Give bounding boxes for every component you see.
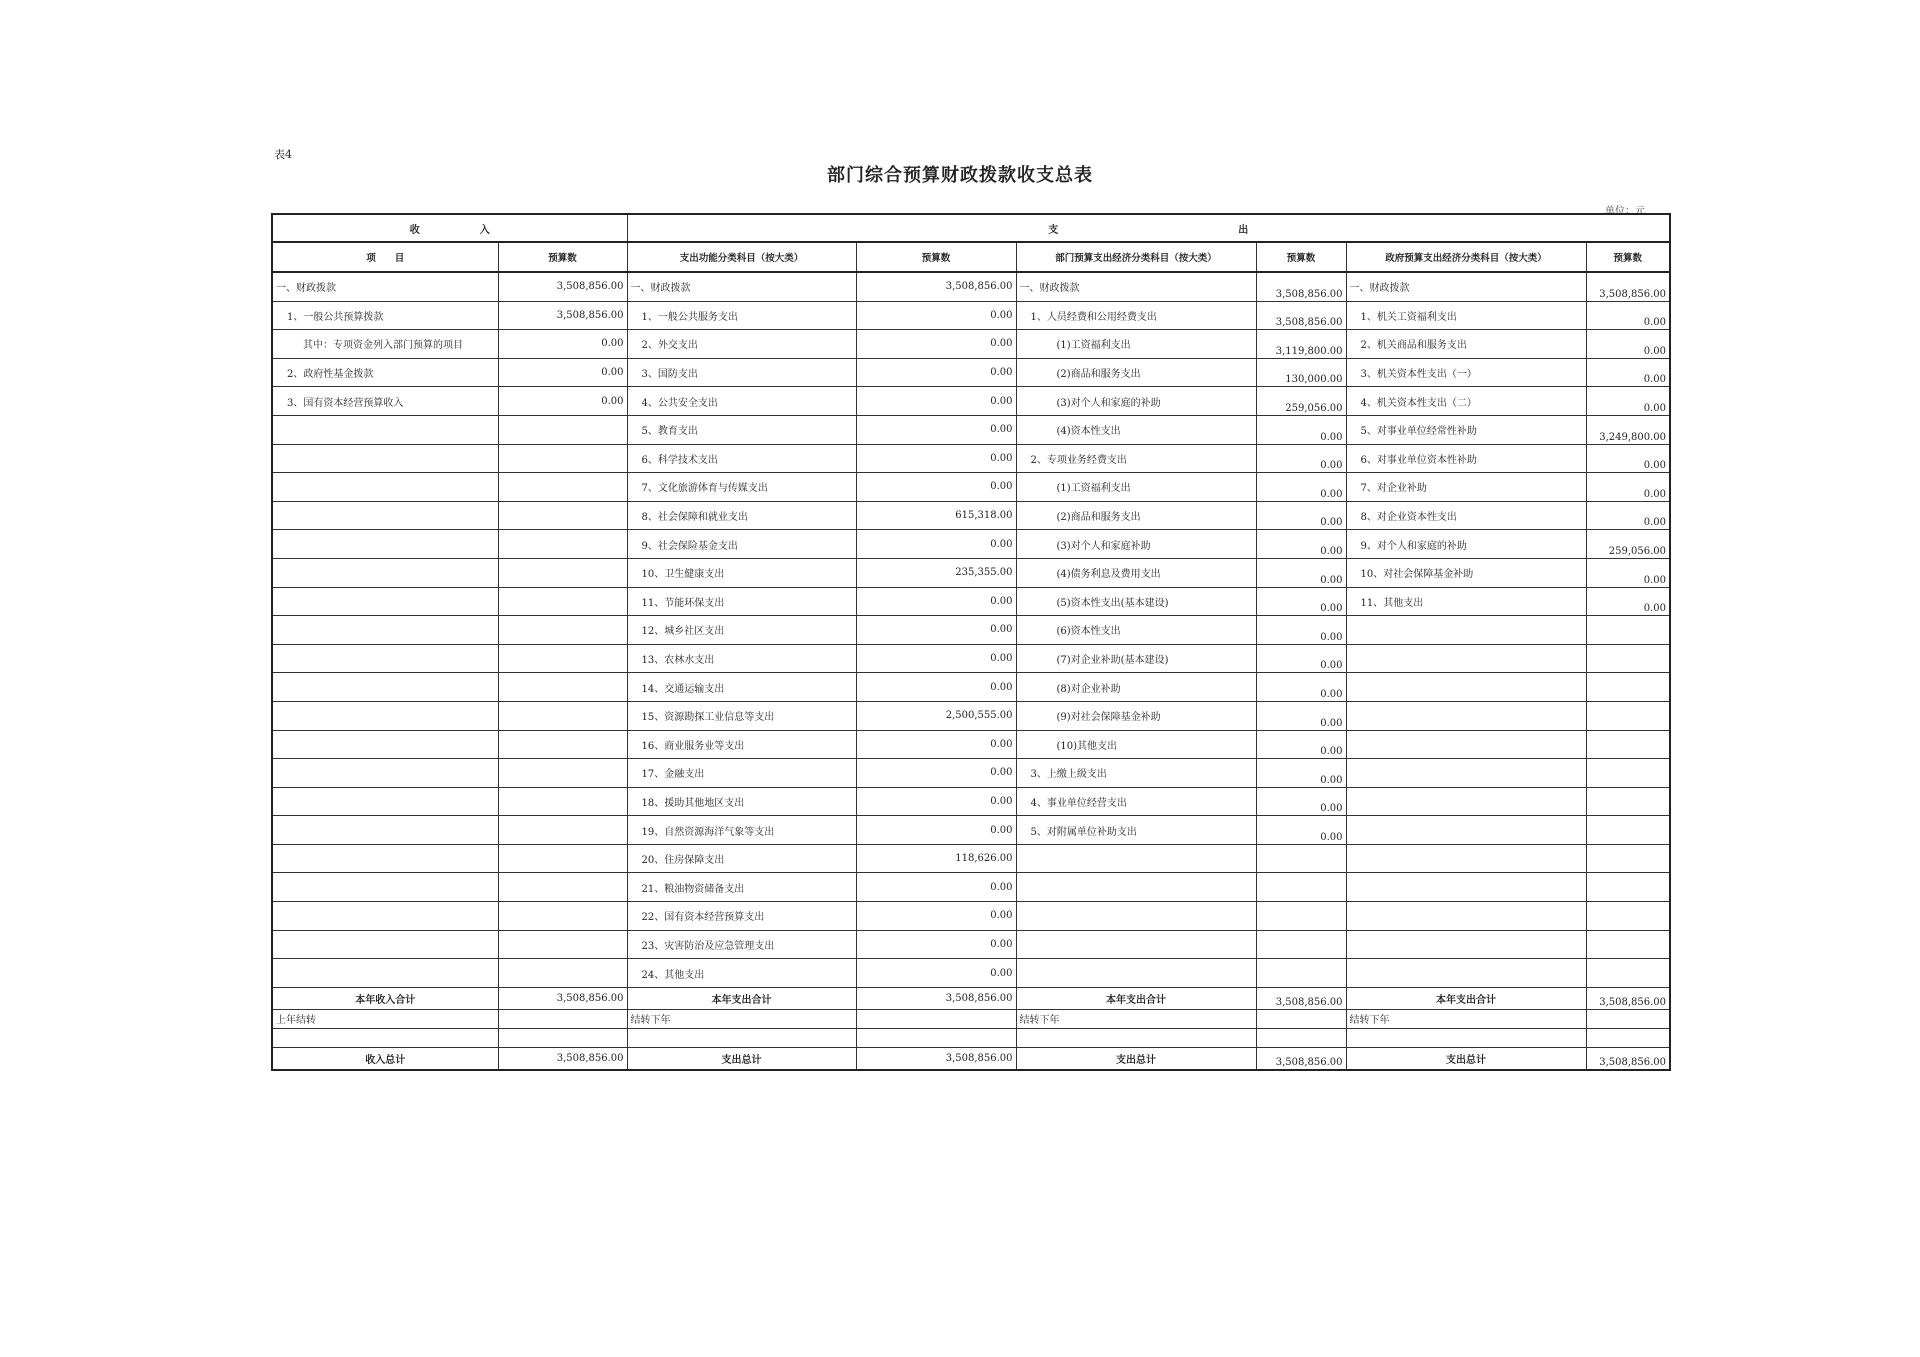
gov-econ-budget-value <box>1586 959 1670 988</box>
table-row <box>272 301 1670 330</box>
income-budget-value <box>498 844 627 873</box>
gov-econ-budget-value <box>1586 644 1670 673</box>
dept-econ-item: 3、上缴上级支出 <box>1016 759 1256 788</box>
expense-grand-total-label: 支出总计 <box>1016 1047 1256 1070</box>
func-class-budget-value: 0.00 <box>856 873 1016 902</box>
table-row <box>272 415 1670 444</box>
blank-cell <box>627 1028 856 1047</box>
expense-section-header: 支 出 <box>627 214 1670 242</box>
col-header-budget: 预算数 <box>856 242 1016 272</box>
gov-econ-item: 10、对社会保障基金补助 <box>1346 558 1586 587</box>
dept-econ-budget-value: 0.00 <box>1256 444 1346 473</box>
func-class-item: 8、社会保障和就业支出 <box>627 501 856 530</box>
dept-econ-item: (2)商品和服务支出 <box>1016 358 1256 387</box>
income-item <box>272 930 498 959</box>
func-class-item: 2、外交支出 <box>627 330 856 359</box>
income-budget-value: 0.00 <box>498 387 627 416</box>
table-row <box>272 873 1670 902</box>
gov-econ-item: 4、机关资本性支出（二） <box>1346 387 1586 416</box>
gov-econ-budget-value <box>1586 730 1670 759</box>
table-row-year-totals <box>272 987 1670 1009</box>
income-item <box>272 673 498 702</box>
gov-econ-budget-value <box>1586 701 1670 730</box>
func-class-budget-value: 0.00 <box>856 530 1016 559</box>
func-class-item: 24、其他支出 <box>627 959 856 988</box>
income-budget-value <box>498 415 627 444</box>
dept-econ-budget-value <box>1256 930 1346 959</box>
func-class-item: 12、城乡社区支出 <box>627 616 856 645</box>
income-budget-value <box>498 501 627 530</box>
col-header-dept-econ-class: 部门预算支出经济分类科目（按大类） <box>1016 242 1256 272</box>
func-class-budget-value: 0.00 <box>856 730 1016 759</box>
gov-econ-budget-value: 3,508,856.00 <box>1586 272 1670 301</box>
func-class-item: 23、灾害防治及应急管理支出 <box>627 930 856 959</box>
year-expense-gov-total-value: 3,508,856.00 <box>1586 987 1670 1009</box>
table-row <box>272 759 1670 788</box>
func-class-item: 5、教育支出 <box>627 415 856 444</box>
dept-econ-item: 4、事业单位经营支出 <box>1016 787 1256 816</box>
table-row <box>272 644 1670 673</box>
year-expense-total-label: 本年支出合计 <box>1016 987 1256 1009</box>
dept-econ-budget-value: 0.00 <box>1256 730 1346 759</box>
dept-econ-item: 2、专项业务经费支出 <box>1016 444 1256 473</box>
dept-econ-budget-value: 0.00 <box>1256 673 1346 702</box>
year-income-total-value: 3,508,856.00 <box>498 987 627 1009</box>
gov-econ-budget-value <box>1586 673 1670 702</box>
func-class-item: 20、住房保障支出 <box>627 844 856 873</box>
dept-econ-item: 一、财政拨款 <box>1016 272 1256 301</box>
income-budget-value <box>498 759 627 788</box>
dept-econ-item: 1、人员经费和公用经费支出 <box>1016 301 1256 330</box>
gov-econ-item: 1、机关工资福利支出 <box>1346 301 1586 330</box>
table-row <box>272 387 1670 416</box>
blank-cell <box>1256 1028 1346 1047</box>
table-row <box>272 787 1670 816</box>
dept-econ-budget-value: 0.00 <box>1256 473 1346 502</box>
table-row <box>272 587 1670 616</box>
col-header-gov-econ-class: 政府预算支出经济分类科目（按大类） <box>1346 242 1586 272</box>
dept-econ-item: (9)对社会保障基金补助 <box>1016 701 1256 730</box>
income-item <box>272 902 498 931</box>
func-class-item: 13、农林水支出 <box>627 644 856 673</box>
income-item <box>272 415 498 444</box>
carry-next-year-label: 结转下年 <box>1016 1009 1256 1028</box>
table-row <box>272 444 1670 473</box>
func-class-budget-value: 0.00 <box>856 759 1016 788</box>
func-class-item: 16、商业服务业等支出 <box>627 730 856 759</box>
table-row <box>272 930 1670 959</box>
unit-label: 单位：元 <box>1605 206 1645 217</box>
func-class-budget-value: 118,626.00 <box>856 844 1016 873</box>
income-budget-value <box>498 673 627 702</box>
table-row-blank <box>272 1028 1670 1047</box>
blank-cell <box>498 1028 627 1047</box>
func-class-budget-value: 0.00 <box>856 387 1016 416</box>
gov-econ-item <box>1346 673 1586 702</box>
gov-econ-budget-value <box>1586 930 1670 959</box>
gov-econ-budget-value: 0.00 <box>1586 558 1670 587</box>
col-header-budget: 预算数 <box>1256 242 1346 272</box>
gov-econ-item <box>1346 701 1586 730</box>
carry-next-year-value <box>1256 1009 1346 1028</box>
income-budget-value <box>498 444 627 473</box>
table-row <box>272 902 1670 931</box>
income-item: 1、一般公共预算拨款 <box>272 301 498 330</box>
func-class-item: 10、卫生健康支出 <box>627 558 856 587</box>
gov-econ-budget-value: 0.00 <box>1586 444 1670 473</box>
func-class-item: 11、节能环保支出 <box>627 587 856 616</box>
dept-econ-budget-value: 259,056.00 <box>1256 387 1346 416</box>
col-header-func-class: 支出功能分类科目（按大类） <box>627 242 856 272</box>
table-row <box>272 272 1670 301</box>
year-expense-dept-total-value: 3,508,856.00 <box>1256 987 1346 1009</box>
func-class-item: 22、国有资本经营预算支出 <box>627 902 856 931</box>
income-budget-value <box>498 873 627 902</box>
table-row <box>272 959 1670 988</box>
year-expense-func-total-value: 3,508,856.00 <box>856 987 1016 1009</box>
func-class-budget-value: 0.00 <box>856 473 1016 502</box>
dept-econ-budget-value <box>1256 844 1346 873</box>
gov-econ-budget-value <box>1586 759 1670 788</box>
dept-econ-budget-value <box>1256 959 1346 988</box>
dept-econ-item: (3)对个人和家庭补助 <box>1016 530 1256 559</box>
dept-econ-budget-value: 0.00 <box>1256 530 1346 559</box>
func-class-budget-value: 0.00 <box>856 616 1016 645</box>
gov-econ-item <box>1346 816 1586 845</box>
dept-econ-item: (4)债务利息及费用支出 <box>1016 558 1256 587</box>
income-item <box>272 844 498 873</box>
income-budget-value <box>498 701 627 730</box>
income-item <box>272 587 498 616</box>
col-header-budget: 预算数 <box>498 242 627 272</box>
blank-cell <box>1346 1028 1586 1047</box>
year-expense-total-label: 本年支出合计 <box>627 987 856 1009</box>
dept-econ-item: (10)其他支出 <box>1016 730 1256 759</box>
income-item <box>272 644 498 673</box>
income-item <box>272 616 498 645</box>
income-budget-value: 0.00 <box>498 330 627 359</box>
func-class-item: 一、财政拨款 <box>627 272 856 301</box>
dept-econ-budget-value: 0.00 <box>1256 616 1346 645</box>
income-item <box>272 759 498 788</box>
year-expense-total-label: 本年支出合计 <box>1346 987 1586 1009</box>
income-item: 2、政府性基金拨款 <box>272 358 498 387</box>
gov-econ-budget-value: 259,056.00 <box>1586 530 1670 559</box>
income-budget-value: 3,508,856.00 <box>498 301 627 330</box>
gov-econ-item <box>1346 616 1586 645</box>
func-class-budget-value: 0.00 <box>856 415 1016 444</box>
income-budget-value <box>498 644 627 673</box>
table-code: 表4 <box>274 148 292 161</box>
func-class-budget-value: 0.00 <box>856 816 1016 845</box>
gov-econ-budget-value: 0.00 <box>1586 301 1670 330</box>
func-class-item: 1、一般公共服务支出 <box>627 301 856 330</box>
func-class-item: 19、自然资源海洋气象等支出 <box>627 816 856 845</box>
expense-grand-total-label: 支出总计 <box>1346 1047 1586 1070</box>
expense-grand-total-label: 支出总计 <box>627 1047 856 1070</box>
dept-econ-item: (5)资本性支出(基本建设) <box>1016 587 1256 616</box>
income-item <box>272 444 498 473</box>
table-row <box>272 844 1670 873</box>
gov-econ-budget-value: 0.00 <box>1586 501 1670 530</box>
income-item <box>272 816 498 845</box>
income-budget-value <box>498 902 627 931</box>
income-item <box>272 730 498 759</box>
dept-econ-budget-value: 130,000.00 <box>1256 358 1346 387</box>
expense-gov-grand-total-value: 3,508,856.00 <box>1586 1047 1670 1070</box>
gov-econ-item <box>1346 844 1586 873</box>
func-class-budget-value: 0.00 <box>856 644 1016 673</box>
dept-econ-item <box>1016 844 1256 873</box>
income-budget-value <box>498 930 627 959</box>
dept-econ-item <box>1016 959 1256 988</box>
blank-cell <box>1586 1028 1670 1047</box>
table-footer <box>272 987 1670 1070</box>
table-body <box>272 272 1670 987</box>
dept-econ-budget-value: 3,119,800.00 <box>1256 330 1346 359</box>
gov-econ-item <box>1346 930 1586 959</box>
dept-econ-item: (2)商品和服务支出 <box>1016 501 1256 530</box>
dept-econ-item: (3)对个人和家庭的补助 <box>1016 387 1256 416</box>
income-budget-value <box>498 473 627 502</box>
dept-econ-budget-value <box>1256 873 1346 902</box>
dept-econ-budget-value: 0.00 <box>1256 701 1346 730</box>
dept-econ-budget-value: 0.00 <box>1256 415 1346 444</box>
budget-summary-table <box>271 213 1671 1071</box>
income-budget-value <box>498 530 627 559</box>
income-budget-value <box>498 787 627 816</box>
gov-econ-item <box>1346 759 1586 788</box>
gov-econ-item <box>1346 787 1586 816</box>
table-row <box>272 473 1670 502</box>
page-title: 部门综合预算财政拨款收支总表 <box>827 165 1093 186</box>
func-class-item: 7、文化旅游体育与传媒支出 <box>627 473 856 502</box>
last-year-carry-value <box>498 1009 627 1028</box>
gov-econ-item <box>1346 730 1586 759</box>
gov-econ-budget-value <box>1586 816 1670 845</box>
table-row <box>272 330 1670 359</box>
dept-econ-budget-value <box>1256 902 1346 931</box>
func-class-item: 4、公共安全支出 <box>627 387 856 416</box>
table-row <box>272 358 1670 387</box>
income-budget-value: 0.00 <box>498 358 627 387</box>
func-class-item: 18、援助其他地区支出 <box>627 787 856 816</box>
dept-econ-item <box>1016 873 1256 902</box>
dept-econ-item: 5、对附属单位补助支出 <box>1016 816 1256 845</box>
func-class-budget-value: 0.00 <box>856 444 1016 473</box>
income-item: 其中：专项资金列入部门预算的项目 <box>272 330 498 359</box>
dept-econ-budget-value: 0.00 <box>1256 587 1346 616</box>
income-item <box>272 787 498 816</box>
dept-econ-budget-value: 0.00 <box>1256 787 1346 816</box>
table-row <box>272 673 1670 702</box>
income-item <box>272 530 498 559</box>
income-item <box>272 873 498 902</box>
gov-econ-item: 9、对个人和家庭的补助 <box>1346 530 1586 559</box>
gov-econ-item: 5、对事业单位经常性补助 <box>1346 415 1586 444</box>
income-item: 一、财政拨款 <box>272 272 498 301</box>
dept-econ-item: (8)对企业补助 <box>1016 673 1256 702</box>
gov-econ-budget-value <box>1586 787 1670 816</box>
table-row <box>272 701 1670 730</box>
gov-econ-budget-value <box>1586 616 1670 645</box>
income-item <box>272 558 498 587</box>
income-item <box>272 959 498 988</box>
func-class-budget-value: 0.00 <box>856 301 1016 330</box>
blank-cell <box>1016 1028 1256 1047</box>
dept-econ-item <box>1016 930 1256 959</box>
table-row <box>272 501 1670 530</box>
income-budget-value: 3,508,856.00 <box>498 272 627 301</box>
gov-econ-budget-value: 0.00 <box>1586 330 1670 359</box>
gov-econ-budget-value: 0.00 <box>1586 587 1670 616</box>
gov-econ-item <box>1346 902 1586 931</box>
expense-dept-grand-total-value: 3,508,856.00 <box>1256 1047 1346 1070</box>
func-class-budget-value: 0.00 <box>856 673 1016 702</box>
gov-econ-item: 2、机关商品和服务支出 <box>1346 330 1586 359</box>
col-header-item: 项 目 <box>272 242 498 272</box>
gov-econ-budget-value: 3,249,800.00 <box>1586 415 1670 444</box>
func-class-item: 17、金融支出 <box>627 759 856 788</box>
income-budget-value <box>498 587 627 616</box>
carry-next-year-label: 结转下年 <box>627 1009 856 1028</box>
table-row <box>272 730 1670 759</box>
dept-econ-budget-value: 0.00 <box>1256 558 1346 587</box>
income-budget-value <box>498 959 627 988</box>
income-item <box>272 701 498 730</box>
income-grand-total-label: 收入总计 <box>272 1047 498 1070</box>
last-year-carry-label: 上年结转 <box>272 1009 498 1028</box>
func-class-item: 6、科学技术支出 <box>627 444 856 473</box>
table-row <box>272 530 1670 559</box>
gov-econ-item: 6、对事业单位资本性补助 <box>1346 444 1586 473</box>
income-grand-total-value: 3,508,856.00 <box>498 1047 627 1070</box>
dept-econ-budget-value: 3,508,856.00 <box>1256 301 1346 330</box>
gov-econ-budget-value: 0.00 <box>1586 387 1670 416</box>
func-class-item: 15、资源勘探工业信息等支出 <box>627 701 856 730</box>
dept-econ-item: (7)对企业补助(基本建设) <box>1016 644 1256 673</box>
func-class-budget-value: 3,508,856.00 <box>856 272 1016 301</box>
table-row <box>272 558 1670 587</box>
func-class-budget-value: 0.00 <box>856 787 1016 816</box>
gov-econ-budget-value <box>1586 902 1670 931</box>
dept-econ-budget-value: 0.00 <box>1256 816 1346 845</box>
gov-econ-budget-value: 0.00 <box>1586 473 1670 502</box>
func-class-budget-value: 2,500,555.00 <box>856 701 1016 730</box>
col-header-budget: 预算数 <box>1586 242 1670 272</box>
gov-econ-item: 一、财政拨款 <box>1346 272 1586 301</box>
func-class-budget-value: 0.00 <box>856 930 1016 959</box>
dept-econ-budget-value: 0.00 <box>1256 759 1346 788</box>
dept-econ-item <box>1016 902 1256 931</box>
gov-econ-item <box>1346 873 1586 902</box>
carry-next-year-value <box>856 1009 1016 1028</box>
func-class-budget-value: 0.00 <box>856 358 1016 387</box>
blank-cell <box>272 1028 498 1047</box>
func-class-item: 14、交通运输支出 <box>627 673 856 702</box>
income-budget-value <box>498 816 627 845</box>
dept-econ-item: (4)资本性支出 <box>1016 415 1256 444</box>
blank-cell <box>856 1028 1016 1047</box>
gov-econ-budget-value: 0.00 <box>1586 358 1670 387</box>
dept-econ-item: (1)工资福利支出 <box>1016 473 1256 502</box>
table-row <box>272 816 1670 845</box>
func-class-item: 3、国防支出 <box>627 358 856 387</box>
gov-econ-budget-value <box>1586 873 1670 902</box>
func-class-item: 21、粮油物资储备支出 <box>627 873 856 902</box>
income-budget-value <box>498 616 627 645</box>
gov-econ-item <box>1346 959 1586 988</box>
expense-func-grand-total-value: 3,508,856.00 <box>856 1047 1016 1070</box>
income-item <box>272 473 498 502</box>
income-budget-value <box>498 558 627 587</box>
dept-econ-budget-value: 0.00 <box>1256 501 1346 530</box>
gov-econ-item: 11、其他支出 <box>1346 587 1586 616</box>
carry-next-year-label: 结转下年 <box>1346 1009 1586 1028</box>
dept-econ-budget-value: 3,508,856.00 <box>1256 272 1346 301</box>
income-section-header: 收 入 <box>272 214 627 242</box>
dept-econ-budget-value: 0.00 <box>1256 644 1346 673</box>
gov-econ-budget-value <box>1586 844 1670 873</box>
gov-econ-item <box>1346 644 1586 673</box>
func-class-budget-value: 0.00 <box>856 902 1016 931</box>
gov-econ-item: 7、对企业补助 <box>1346 473 1586 502</box>
func-class-budget-value: 235,355.00 <box>856 558 1016 587</box>
gov-econ-item: 8、对企业资本性支出 <box>1346 501 1586 530</box>
year-income-total-label: 本年收入合计 <box>272 987 498 1009</box>
func-class-budget-value: 0.00 <box>856 959 1016 988</box>
table-row-grand-totals <box>272 1047 1670 1070</box>
table-row-carry <box>272 1009 1670 1028</box>
func-class-budget-value: 0.00 <box>856 587 1016 616</box>
income-item <box>272 501 498 530</box>
income-item: 3、国有资本经营预算收入 <box>272 387 498 416</box>
income-budget-value <box>498 730 627 759</box>
table-row <box>272 616 1670 645</box>
func-class-budget-value: 0.00 <box>856 330 1016 359</box>
func-class-budget-value: 615,318.00 <box>856 501 1016 530</box>
func-class-item: 9、社会保险基金支出 <box>627 530 856 559</box>
dept-econ-item: (6)资本性支出 <box>1016 616 1256 645</box>
dept-econ-item: (1)工资福利支出 <box>1016 330 1256 359</box>
gov-econ-item: 3、机关资本性支出（一） <box>1346 358 1586 387</box>
carry-next-year-value <box>1586 1009 1670 1028</box>
